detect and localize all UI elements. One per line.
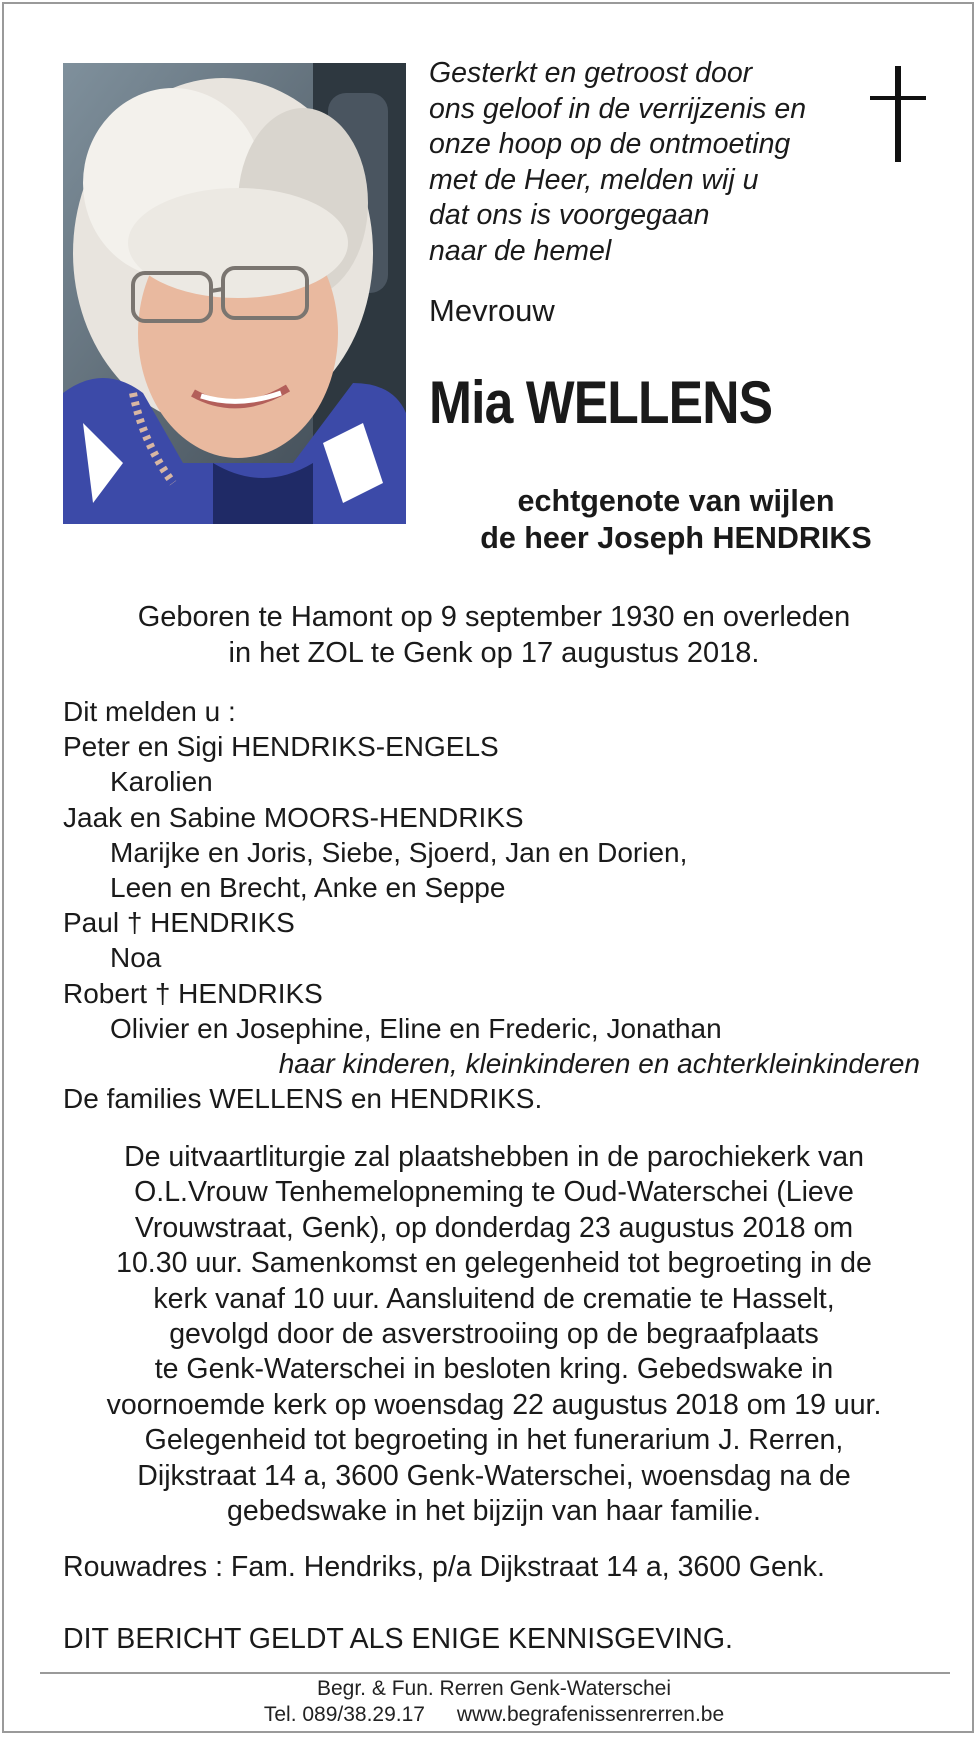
obituary-card <box>2 2 974 1733</box>
mourning-address: Rouwadres : Fam. Hendriks, p/a Dijkstraat 14 a, 3600 Genk. <box>63 1551 825 1583</box>
intro-line: onze hoop op de ontmoeting <box>429 128 791 160</box>
intro-line: Gesterkt en getroost door <box>429 57 753 89</box>
family-member: Jaak en Sabine MOORS-HENDRIKS <box>63 801 524 833</box>
funeral-details <box>44 1140 944 1529</box>
funeral-line: voornoemde kerk op woensdag 22 augustus 2018 om 19 uur. <box>106 1388 882 1421</box>
funeral-line: Dijkstraat 14 a, 3600 Genk-Waterschei, woensdag na de <box>137 1459 851 1492</box>
family-member: Paul † HENDRIKS <box>63 907 295 939</box>
family-heading: Dit melden u : <box>63 696 236 727</box>
family-member: Peter en Sigi HENDRIKS-ENGELS <box>63 731 499 763</box>
funeral-line: De uitvaartliturgie zal plaatshebben in de parochiekerk van <box>124 1141 864 1173</box>
funeral-line: gevolgd door de asverstrooiing op de begraafplaats <box>169 1318 819 1351</box>
grandchildren: Leen en Brecht, Anke en Seppe <box>110 872 506 904</box>
spouse-info <box>406 483 946 557</box>
funeral-line: kerk vanaf 10 uur. Aansluitend de crematie te Hasselt, <box>153 1282 835 1315</box>
intro-text <box>429 56 849 269</box>
intro-line: dat ons is voorgegaan <box>429 199 710 231</box>
birth-death-line: Geboren te Hamont op 9 september 1930 en overleden <box>137 601 851 633</box>
family-member: Robert † HENDRIKS <box>63 977 323 1009</box>
funeral-line: te Genk-Waterschei in besloten kring. Gebedswake in <box>154 1353 834 1386</box>
family-list <box>63 694 943 1116</box>
grandchildren: Olivier en Josephine, Eline en Frederic, Jonathan <box>110 1012 722 1044</box>
intro-line: naar de hemel <box>429 234 612 267</box>
portrait-photo <box>63 63 406 524</box>
honorific: Mevrouw <box>429 293 555 328</box>
intro-line: met de Heer, melden wij u <box>429 163 759 196</box>
funeral-line: Vrouwstraat, Genk), op donderdag 23 augustus 2018 om <box>134 1211 854 1244</box>
deceased-name: Mia WELLENS <box>429 369 773 436</box>
birth-death-line: in het ZOL te Genk op 17 augustus 2018. <box>228 636 760 669</box>
families-line: De families WELLENS en HENDRIKS. <box>63 1083 543 1115</box>
grandchildren: Noa <box>110 942 162 974</box>
phone-number[interactable]: Tel. 089/38.29.17 <box>263 1703 425 1726</box>
grandchildren: Karolien <box>110 766 213 798</box>
funeral-line: gebedswake in het bijzijn van haar familie. <box>227 1495 761 1528</box>
funeral-company: Begr. & Fun. Rerren Genk-Waterschei <box>316 1677 672 1700</box>
notice-text: DIT BERICHT GELDT ALS ENIGE KENNISGEVING. <box>63 1623 733 1655</box>
spouse-line: de heer Joseph HENDRIKS <box>480 521 872 555</box>
birth-death-info <box>44 600 944 671</box>
website-link[interactable]: www.begrafenissenrerren.be <box>456 1703 725 1726</box>
spouse-line: echtgenote van wijlen <box>517 484 835 518</box>
funeral-line: 10.30 uur. Samenkomst en gelegenheid tot begroeting in de <box>116 1247 872 1280</box>
grandchildren: Marijke en Joris, Siebe, Sjoerd, Jan en Dorien, <box>110 836 688 868</box>
funeral-line: O.L.Vrouw Tenhemelopneming te Oud-Waterschei (Lieve <box>134 1176 854 1209</box>
funeral-line: Gelegenheid tot begroeting in het funerarium J. Rerren, <box>144 1424 844 1457</box>
intro-line: ons geloof in de verrijzenis en <box>429 92 807 125</box>
cross-icon <box>870 66 926 162</box>
relation-note: haar kinderen, kleinkinderen en achterkleinkinderen <box>278 1048 920 1080</box>
footer <box>44 1676 944 1728</box>
footer-divider <box>40 1672 950 1674</box>
